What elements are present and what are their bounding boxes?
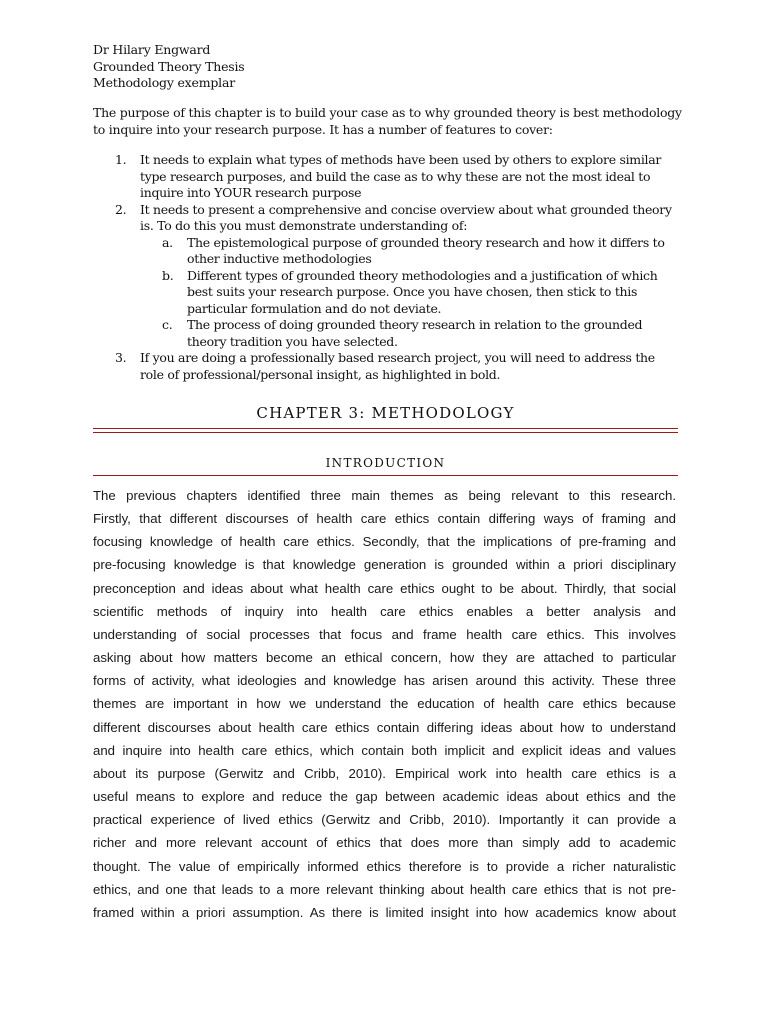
list-line: is. To do this you must demonstrate understanding of:	[140, 218, 468, 233]
body-line: asking about how matters become an ethical concern, how they are attached to particular	[93, 650, 676, 666]
list-number: 2.	[115, 201, 127, 217]
body-line: and inquire into health care ethics, which contain both implicit and explicit ideas and values	[93, 742, 676, 758]
chapter-title: CHAPTER 3: METHODOLOGY	[256, 404, 515, 422]
list-item	[93, 350, 683, 383]
section-rule	[93, 475, 678, 476]
document-subtitle: Methodology exemplar	[93, 75, 236, 90]
sub-list-item	[140, 235, 683, 268]
sub-list-line: Different types of grounded theory methodologies and a justification of which	[187, 267, 658, 283]
list-line: role of professional/personal insight, as highlighted in bold.	[140, 366, 501, 382]
sub-list-line: The epistemological purpose of grounded theory research and how it differs to	[187, 234, 665, 250]
list-line: It needs to present a comprehensive and concise overview about what grounded theory	[140, 201, 672, 217]
body-line: focusing knowledge of health care ethics. Secondly, that the implications of pre-framing and	[93, 534, 676, 550]
body-line: forms of activity, what ideologies and knowledge has arisen around this activity. These three	[93, 673, 676, 689]
body-line: useful means to explore and reduce the gap between academic ideas about ethics and the	[93, 789, 676, 805]
sub-list-letter: a.	[162, 234, 173, 250]
body-line: The previous chapters identified three main themes as being relevant to this research.	[93, 488, 676, 503]
body-paragraph	[93, 484, 676, 924]
body-line: framed within a priori assumption. As there is limited insight into how academics know about	[93, 904, 676, 920]
sub-list-letter: c.	[162, 317, 173, 332]
sub-list-item	[140, 268, 683, 318]
list-number: 3.	[115, 350, 127, 365]
sub-list-line: theory tradition you have selected.	[187, 333, 398, 349]
body-line: preconception and ideas about what health care ethics ought to be about. Thirdly, that social	[93, 580, 676, 596]
list-number: 1.	[115, 152, 127, 167]
section-title: INTRODUCTION	[325, 456, 446, 470]
list-line: If you are doing a professionally based research project, you will need to address the	[140, 350, 655, 365]
body-line: practical experience of lived ethics (Gerwitz and Cribb, 2010). Importantly it can provide a	[93, 812, 676, 828]
purpose-line: The purpose of this chapter is to build your case as to why grounded theory is best methodology	[93, 105, 682, 120]
chapter-rule-thin	[93, 432, 678, 433]
thesis-title: Grounded Theory Thesis	[93, 58, 245, 74]
author-name: Dr Hilary Engward	[93, 42, 211, 57]
purpose-line: to inquire into your research purpose. It has a number of features to cover:	[93, 121, 553, 137]
sub-list-letter: b.	[162, 267, 174, 283]
body-line: Firstly, that different discourses of health care ethics contain differing ways of framing and	[93, 511, 676, 527]
body-line: pre-focusing knowledge is that knowledge generation is grounded within a priori disciplinary	[93, 557, 676, 573]
list-item	[93, 152, 683, 202]
list-line: type research purposes, and build the case as to why these are not the most ideal to	[140, 168, 651, 184]
feature-list	[93, 152, 683, 383]
body-line: themes are important in how we understand the education of health care ethics because	[93, 696, 676, 712]
sub-list-item	[140, 317, 683, 350]
body-line: different discourses about health care ethics contain differing ideas about how to understand	[93, 719, 676, 735]
chapter-rule-thick	[93, 428, 678, 429]
body-line: ethics, and one that leads to a more relevant thinking about health care ethics that is not pre-	[93, 881, 676, 897]
list-item	[93, 202, 683, 351]
body-line: scientific methods of inquiry into health care ethics enables a better analysis and	[93, 603, 676, 619]
document-header	[93, 42, 245, 92]
body-line: understanding of social processes that focus and frame health care ethics. This involves	[93, 626, 676, 642]
sub-list-line: The process of doing grounded theory research in relation to the grounded	[187, 317, 643, 332]
sub-list-line: particular formulation and do not deviate.	[187, 300, 442, 316]
sub-list-line: best suits your research purpose. Once you have chosen, then stick to this	[187, 284, 638, 299]
list-line: It needs to explain what types of methods have been used by others to explore similar	[140, 152, 662, 167]
body-line: thought. The value of empirically informed ethics therefore is to provide a richer naturalistic	[93, 858, 676, 874]
purpose-paragraph	[93, 105, 683, 138]
list-line: inquire into YOUR research purpose	[140, 185, 362, 200]
body-line: richer and more relevant account of ethics that does more than simply add to academic	[93, 835, 676, 851]
body-line: about its purpose (Gerwitz and Cribb, 2010). Empirical work into health care ethics is a	[93, 765, 676, 781]
sub-list-line: other inductive methodologies	[187, 251, 372, 266]
